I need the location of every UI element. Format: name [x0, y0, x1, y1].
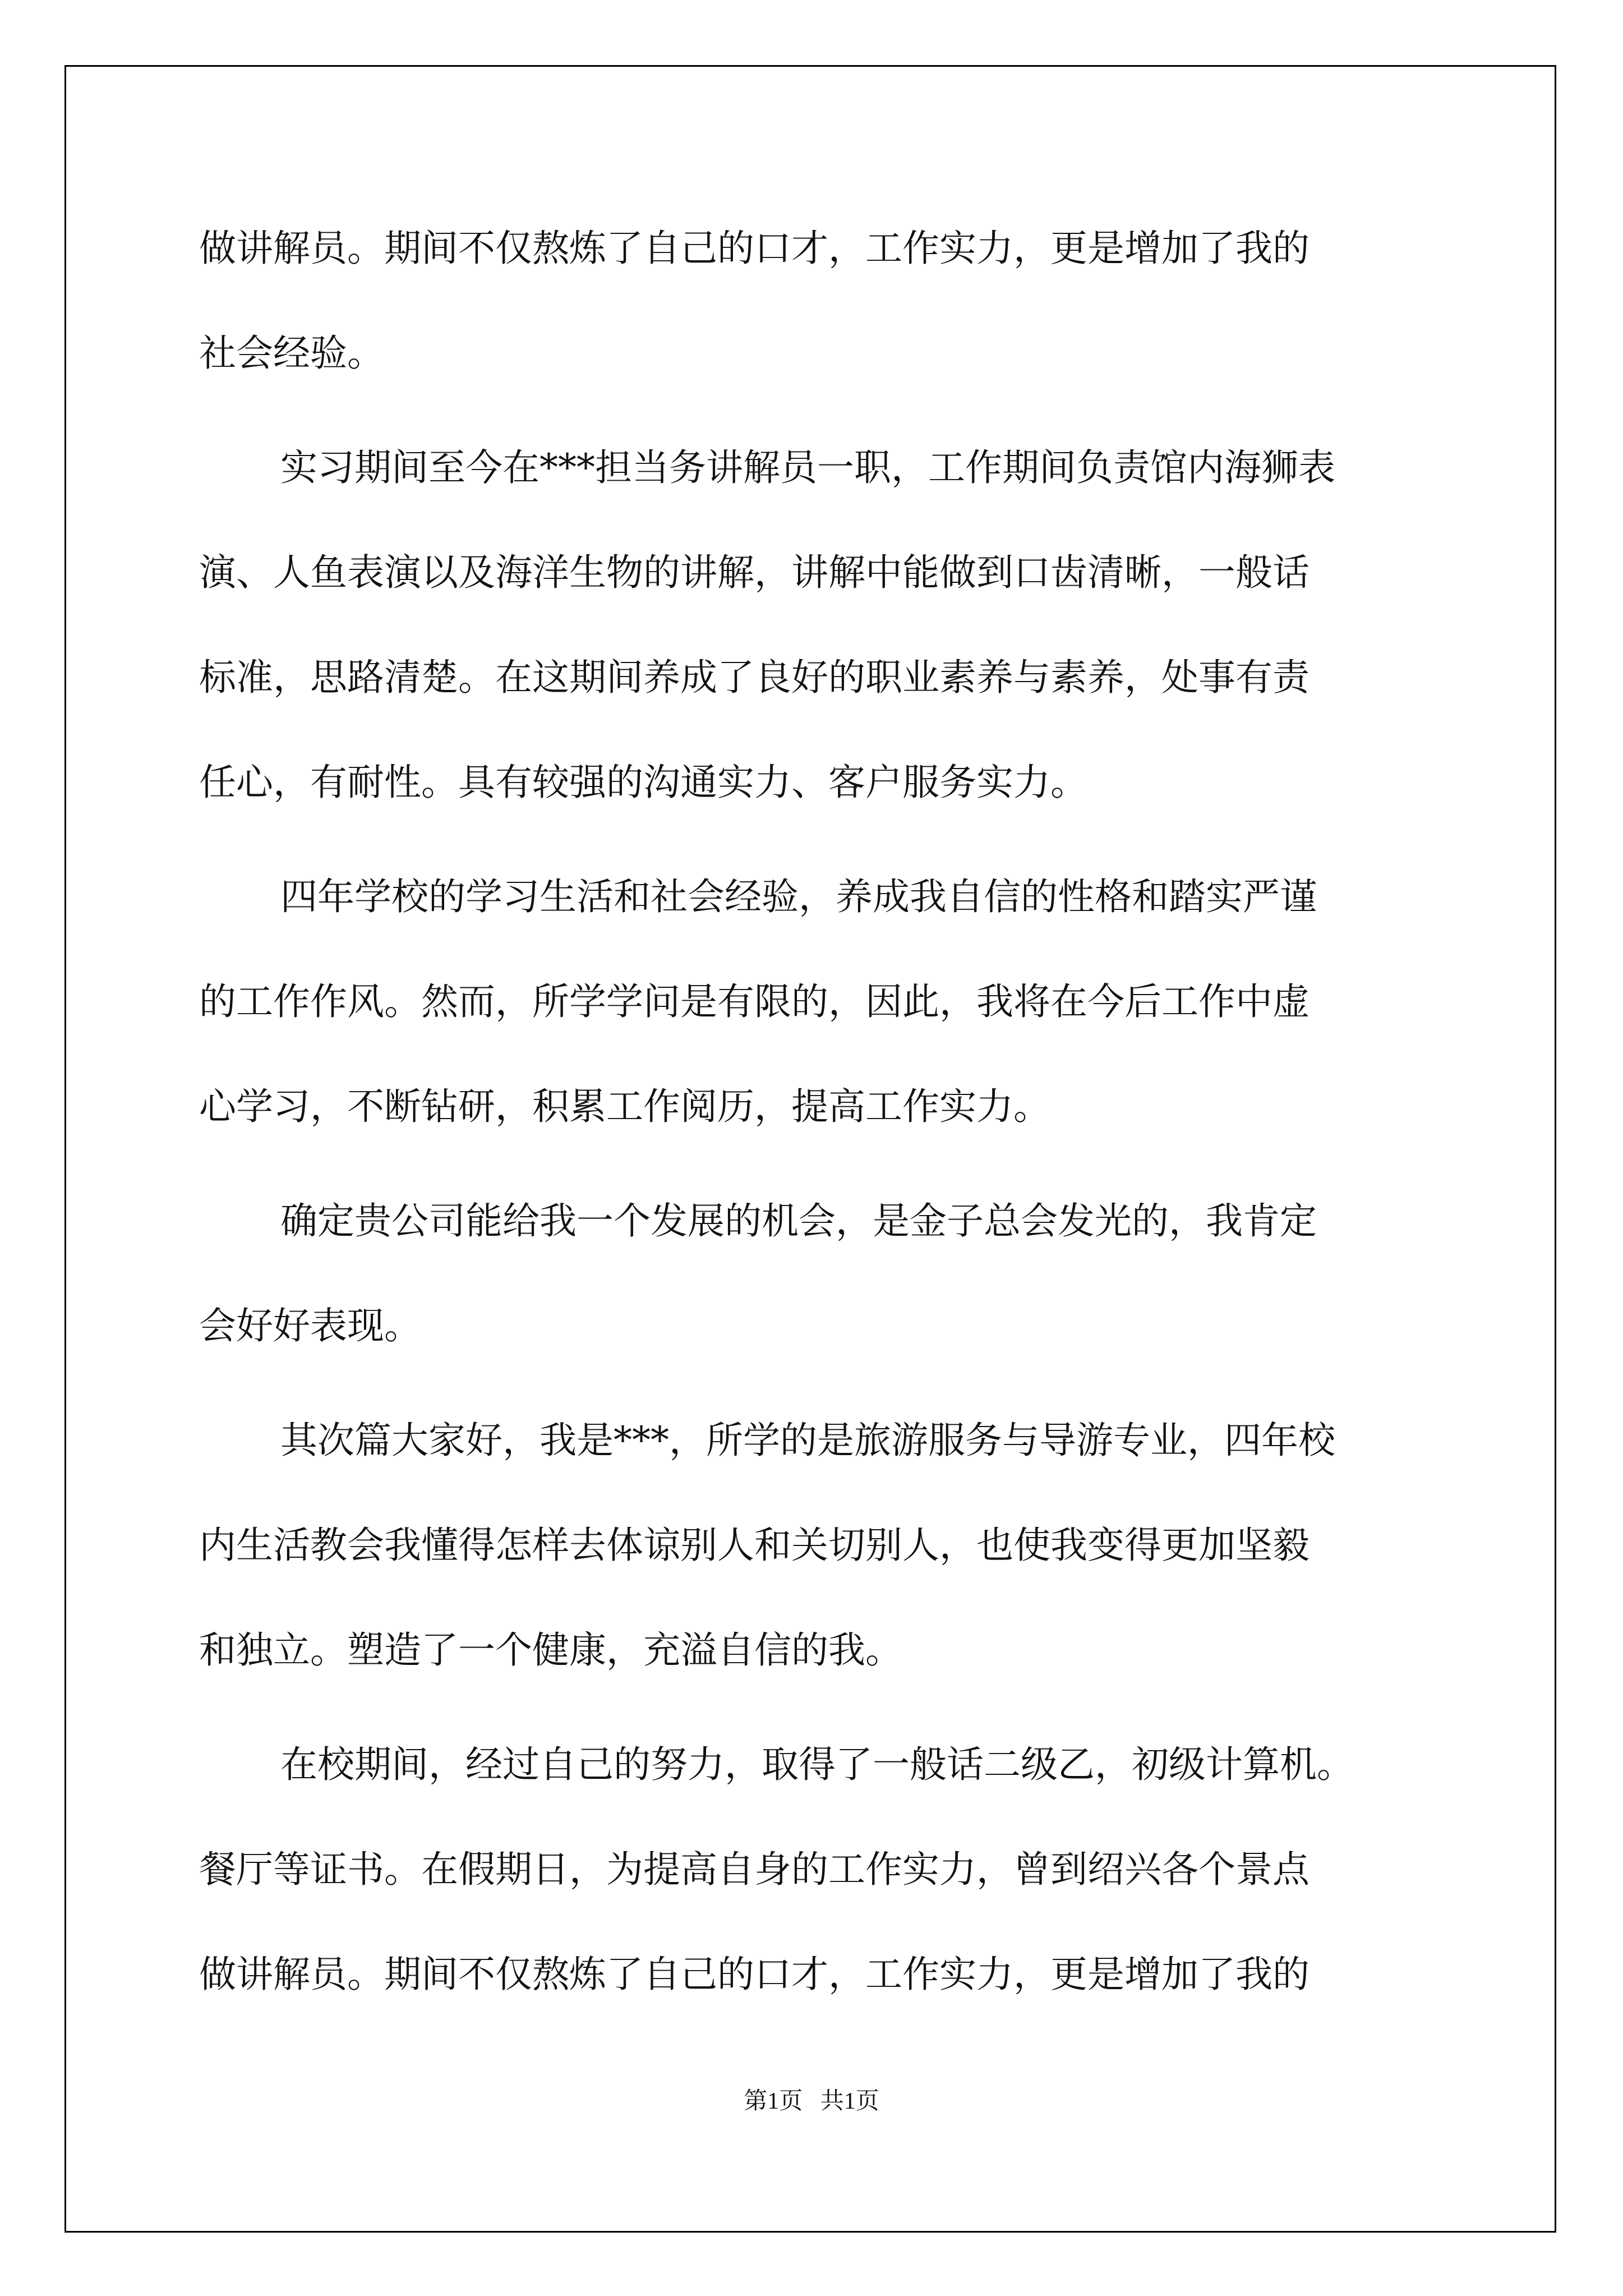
page-number-footer: 第1页 共1页: [744, 2088, 879, 2114]
text-line: 做讲解员。期间不仅熬炼了自己的口才，工作实力，更是增加了我的: [199, 227, 1310, 270]
text-line: 做讲解员。期间不仅熬炼了自己的口才，工作实力，更是增加了我的: [199, 1953, 1310, 1996]
text-line: 的工作作风。然而，所学学问是有限的，因此，我将在今后工作中虚: [199, 980, 1310, 1023]
paragraph-start-line: 确定贵公司能给我一个发展的机会，是金子总会发光的，我肯定: [280, 1199, 1317, 1243]
text-line: 会好好表现。: [199, 1304, 421, 1347]
page-border: [64, 65, 1556, 2233]
paragraph-start-line: 四年学校的学习生活和社会经验，养成我自信的性格和踏实严谨: [280, 875, 1317, 918]
text-line: 社会经验。: [199, 332, 384, 375]
text-line: 演、人鱼表演以及海洋生物的讲解，讲解中能做到口齿清晰，一般话: [199, 551, 1310, 594]
paragraph-start-line: 在校期间，经过自己的努力，取得了一般话二级乙，初级计算机。: [280, 1743, 1354, 1786]
text-line: 任心，有耐性。具有较强的沟通实力、客户服务实力。: [199, 761, 1087, 804]
text-line: 标准，思路清楚。在这期间养成了良好的职业素养与素养，处事有责: [199, 656, 1310, 699]
text-line: 心学习，不断钻研，积累工作阅历，提高工作实力。: [199, 1085, 1050, 1128]
text-line: 和独立。塑造了一个健康，充溢自信的我。: [199, 1628, 902, 1672]
paragraph-start-line: 其次篇大家好，我是***，所学的是旅游服务与导游专业，四年校: [280, 1419, 1335, 1462]
text-line: 餐厅等证书。在假期日，为提高自身的工作实力，曾到绍兴各个景点: [199, 1848, 1310, 1891]
text-line: 内生活教会我懂得怎样去体谅别人和关切别人，也使我变得更加坚毅: [199, 1524, 1310, 1567]
paragraph-start-line: 实习期间至今在***担当务讲解员一职，工作期间负责馆内海狮表: [280, 446, 1335, 489]
